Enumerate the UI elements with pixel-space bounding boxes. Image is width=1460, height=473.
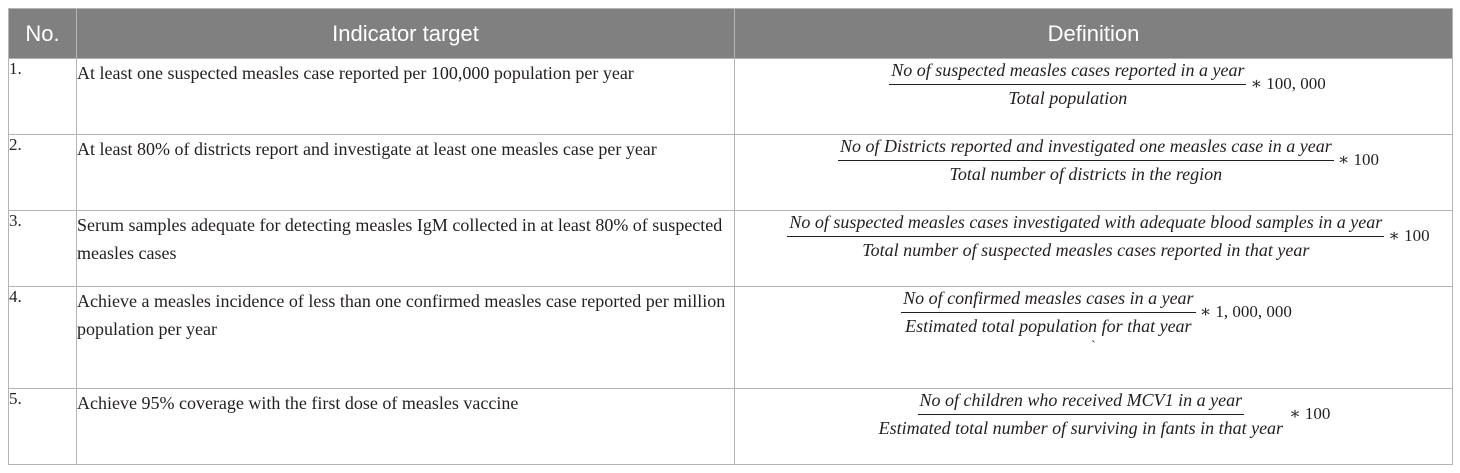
formula-denominator: Total number of suspected measles cases reported in that year (862, 240, 1310, 260)
formula-denominator: Estimated total population for that year (905, 316, 1192, 336)
definition-cell (735, 287, 1453, 389)
formula-multiplier: ∗ 100, 000 (1250, 74, 1326, 93)
definition-formula (787, 211, 1429, 261)
definition-cell (735, 389, 1453, 465)
definition-formula (901, 287, 1292, 337)
row-number: 5. (9, 389, 77, 465)
table-row (9, 59, 1453, 135)
formula-numerator: No of children who received MCV1 in a year (918, 389, 1245, 415)
formula-multiplier: ∗ 100 (1388, 226, 1430, 245)
table-row (9, 135, 1453, 211)
fraction (787, 211, 1384, 261)
indicator-text: At least 80% of districts report and investigate at least one measles case per year (77, 135, 735, 211)
formula-numerator: No of confirmed measles cases in a year (901, 287, 1195, 313)
row-number: 2. (9, 135, 77, 211)
formula-denominator: Total number of districts in the region (949, 164, 1223, 184)
table-row (9, 287, 1453, 389)
indicator-text: Achieve a measles incidence of less than one confirmed measles case reported per million population per year (77, 287, 735, 389)
formula-multiplier: ∗ 100 (1337, 150, 1380, 169)
table-row (9, 211, 1453, 287)
definition-cell (735, 211, 1453, 287)
formula-denominator: Total population (1008, 88, 1128, 108)
definition-formula (889, 59, 1326, 109)
definition-cell (735, 59, 1453, 135)
fraction (838, 135, 1334, 185)
table-row (9, 389, 1453, 465)
formula-multiplier: ∗ 100 (1289, 404, 1331, 423)
definition-formula (838, 135, 1379, 185)
formula-multiplier: ∗ 1, 000, 000 (1199, 302, 1292, 321)
fraction (901, 287, 1195, 337)
indicator-text: Achieve 95% coverage with the first dose of measles vaccine (77, 389, 735, 465)
stray-tick-mark: ` (1091, 339, 1096, 354)
indicator-text: At least one suspected measles case reported per 100,000 population per year (77, 59, 735, 135)
row-number: 3. (9, 211, 77, 287)
header-no: No. (9, 9, 77, 59)
indicator-text: Serum samples adequate for detecting measles IgM collected in at least 80% of suspected measles cases (77, 211, 735, 287)
row-number: 4. (9, 287, 77, 389)
formula-numerator: No of Districts reported and investigated one measles case in a year (838, 135, 1334, 161)
formula-numerator: No of suspected measles cases investigated with adequate blood samples in a year (787, 211, 1384, 237)
formula-denominator: Estimated total number of surviving in fants in that year (878, 418, 1284, 438)
definition-cell (735, 135, 1453, 211)
row-number: 1. (9, 59, 77, 135)
table-header-row (9, 9, 1453, 59)
header-indicator-target: Indicator target (77, 9, 735, 59)
header-definition: Definition (735, 9, 1453, 59)
formula-numerator: No of suspected measles cases reported in a year (889, 59, 1246, 85)
fraction (889, 59, 1246, 109)
definition-formula (877, 389, 1331, 439)
measles-indicator-table (8, 8, 1453, 465)
fraction (877, 389, 1285, 439)
